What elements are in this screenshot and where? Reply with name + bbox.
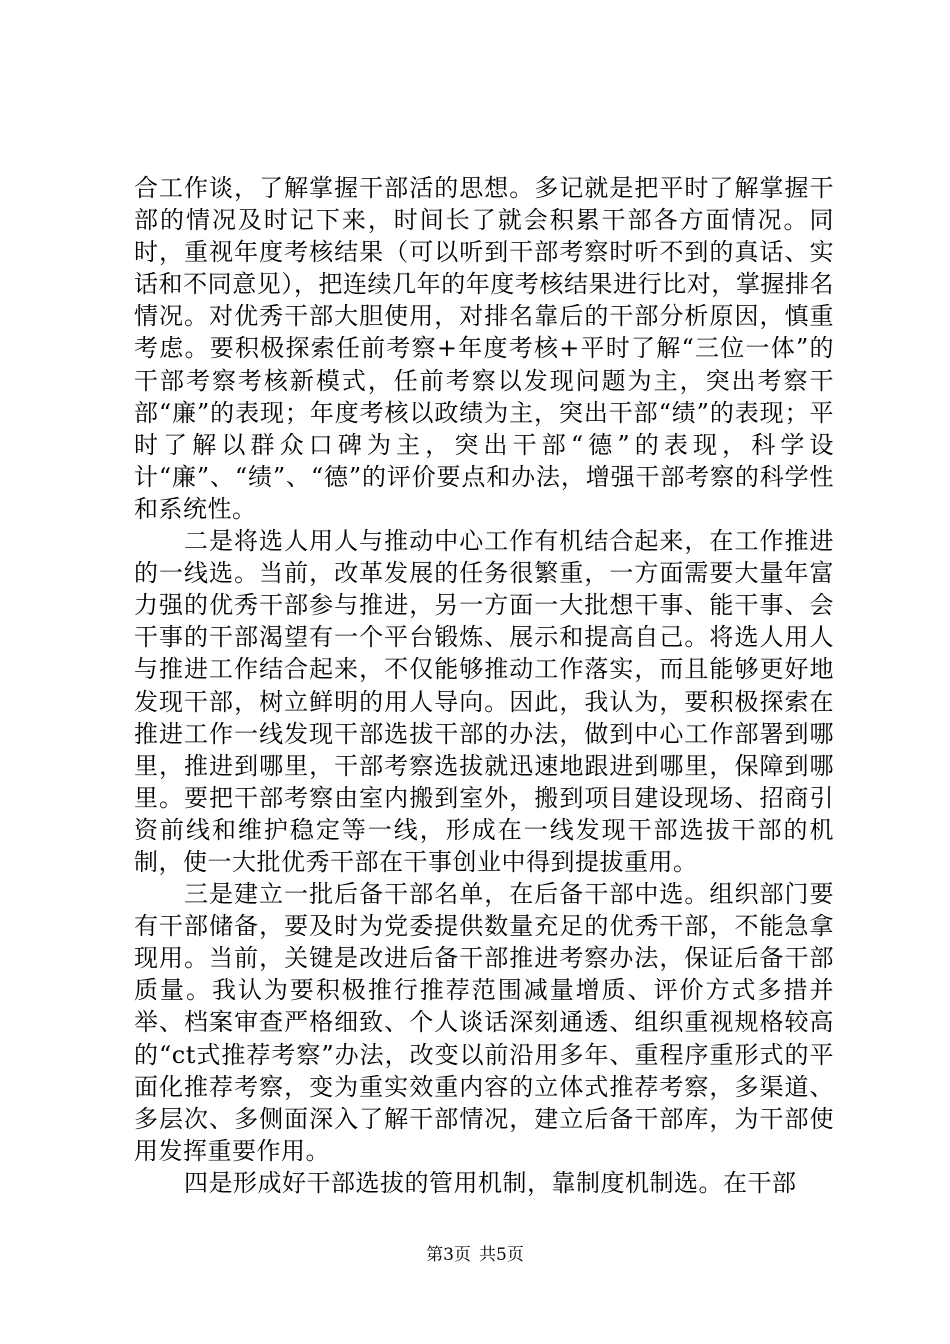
page-footer <box>0 1245 950 1265</box>
paragraph-point-two: 二是将选人用人与推动中心工作有机结合起来，在工作推进的一线选。当前，改革发展的任务很繁重，一方面需要大量年富力强的优秀干部参与推进，另一方面一大批想干事、能干事、会干事的干部渴望有一个平台锻炼、展示和提高自己。将选人用人与推进工作结合起来，不仅能够推动工作落实，而且能够更好地发现干部，树立鲜明的用人导向。因此，我认为，要积极探索在推进工作一线发现干部选拔干部的办法，做到中心工作部署到哪里，推进到哪里，干部考察选拔就迅速地跟进到哪里，保障到哪里。要把干部考察由室内搬到室外，搬到项目建设现场、招商引资前线和维护稳定等一线，形成在一线发现干部选拔干部的机制，使一大批优秀干部在干事创业中得到提拔重用。 <box>134 527 834 876</box>
paragraph-continuation: 合工作谈，了解掌握干部活的思想。多记就是把平时了解掌握干部的情况及时记下来，时间长了就会积累干部各方面情况。同时，重视年度考核结果（可以听到干部考察时听不到的真话、实话和不同意见），把连续几年的年度考核结果进行比对，掌握排名情况。对优秀干部大胆使用，对排名靠后的干部分析原因，慎重考虑。要积极探索任前考察+年度考核+平时了解“三位一体”的干部考察考核新模式，任前考察以发现问题为主，突出考察干部“廉”的表现；年度考核以政绩为主，突出干部“绩”的表现；平时了解以群众口碑为主，突出干部“德”的表现，科学设计“廉”、“绩”、“德”的评价要点和办法，增强干部考察的科学性和系统性。 <box>134 174 834 523</box>
page-number: 第3页 <box>426 1245 471 1265</box>
page-total: 共5页 <box>479 1245 524 1265</box>
document-body <box>134 172 834 1199</box>
paragraph-point-three: 三是建立一批后备干部名单，在后备干部中选。组织部门要有干部储备，要及时为党委提供数量充足的优秀干部，不能急拿现用。当前，关键是改进后备干部推进考察办法，保证后备干部质量。我认为要积极推行推荐范围减量增质、评价方式多措并举、档案审查严格细致、个人谈话深刻通透、组织重视规格较高的“ct式推荐考察”办法，改变以前沿用多年、重程序重形式的平面化推荐考察，变为重实效重内容的立体式推荐考察，多渠道、多层次、多侧面深入了解干部情况，建立后备干部库，为干部使用发挥重要作用。 <box>134 880 834 1165</box>
paragraph-point-four: 四是形成好干部选拔的管用机制，靠制度机制选。在干部 <box>184 1168 797 1197</box>
